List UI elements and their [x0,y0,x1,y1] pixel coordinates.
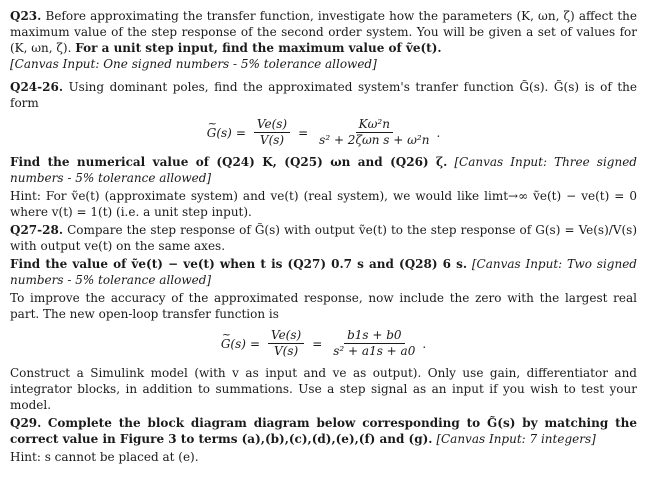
eq1-fraction-2 [316,117,432,148]
q27b-canvas-input: [Canvas Input: Two signed numbers - 5% tolerance allowed] [10,257,637,287]
equation-2: ~ G(s) = $\frac{Ve(s)}{V(s)}$ = $\frac{b1s + b0}{\text{s² + a1s + a0}}$ . [10,328,637,359]
eq2-num1: Ve(s) [268,328,304,344]
q27-paragraph [10,222,637,254]
construct-text: Construct a Simulink model (with v as input and ve as output). Only use gain, differentiator and integrator blocks, in addition to summations. Use a step signal as an input if you wish to test your model. [10,366,637,412]
q23-text: Before approximating the transfer function, investigate how the parameters (K, ωn, ζ) affect the maximum value of the step response of the second order system. You will be given a set of values for (K, ωn, ζ). [10,9,637,55]
q24b-bold: Find the numerical value of (Q24) K, (Q25) ωn and (Q26) ζ. [10,155,448,169]
eq2-fraction-1 [268,328,304,359]
eq1-num2: Kω²n [356,117,393,133]
q29-bold: Complete the block diagram diagram below corresponding to G̃(s) by matching the correct value in Figure 3 to terms (a),(b),(c),(d),(e),(f) and (g). [10,416,637,446]
q24-label: Q24-26. [10,80,64,94]
q23-canvas-input: [Canvas Input: One signed numbers - 5% tolerance allowed] [10,57,377,71]
eq2-den1: V(s) [274,344,299,358]
divider [10,74,637,75]
q24b-canvas-input: [Canvas Input: Three signed numbers - 5% tolerance allowed] [10,155,637,185]
q29-paragraph [10,415,637,447]
hint2-paragraph [10,449,637,465]
eq2-lhs: ~ G(s) [221,336,246,352]
q29-label: Q29. [10,416,42,430]
q23-paragraph [10,8,637,72]
eq2-den2: s² + a1s + a0 [333,344,416,358]
q27b-bold: Find the value of ṽe(t) − ve(t) when t is (Q27) 0.7 s and (Q28) 6 s. [10,257,468,271]
eq1-fraction-1 [254,117,290,148]
eq2-num2: b1s + b0 [344,328,404,344]
eq1-num1: Ve(s) [254,117,290,133]
eq1-den1: V(s) [259,133,285,147]
q24b-paragraph [10,154,637,186]
q27b-paragraph [10,256,637,288]
q27-label: Q27-28. [10,223,64,237]
hint1-text: Hint: For ṽe(t) (approximate system) and ve(t) (real system), we would like limt→∞ ṽe(t) − ve(t) = 0 where v(t) = 1(t) (i.e. a unit step input). [10,189,637,219]
equation-1: ~ G(s) = $\frac{Ve(s)}{V(s)}$ = $\frac{\text{Kω²n}}{\text{s² + 2ζωn s + ω²n}}$ . [10,117,637,148]
q24-paragraph [10,79,637,111]
q23-bold: For a unit step input, find the maximum value of ṽe(t). [75,41,442,55]
improve-paragraph [10,290,637,322]
eq1-lhs: ~ G(s) [207,125,232,141]
q29-canvas-input: [Canvas Input: 7 integers] [436,432,596,446]
q23-label: Q23. [10,9,42,23]
q24-text: Using dominant poles, find the approximated system's tranfer function G̃(s). G̃(s) is of the form [10,80,637,110]
construct-paragraph [10,365,637,413]
hint2-text: Hint: s cannot be placed at (e). [10,450,199,464]
improve-text: To improve the accuracy of the approximated response, now include the zero with the largest real part. The new open-loop transfer function is [10,291,637,321]
eq1-den2: s² + 2ζωn s + ω²n [319,133,430,147]
eq2-fraction-2 [330,328,418,359]
hint1-paragraph [10,188,637,220]
q27-text: Compare the step response of G̃(s) with output ṽe(t) to the step response of G(s) = Ve(s)/V(s) with output ve(t) on the same axes. [10,223,637,253]
